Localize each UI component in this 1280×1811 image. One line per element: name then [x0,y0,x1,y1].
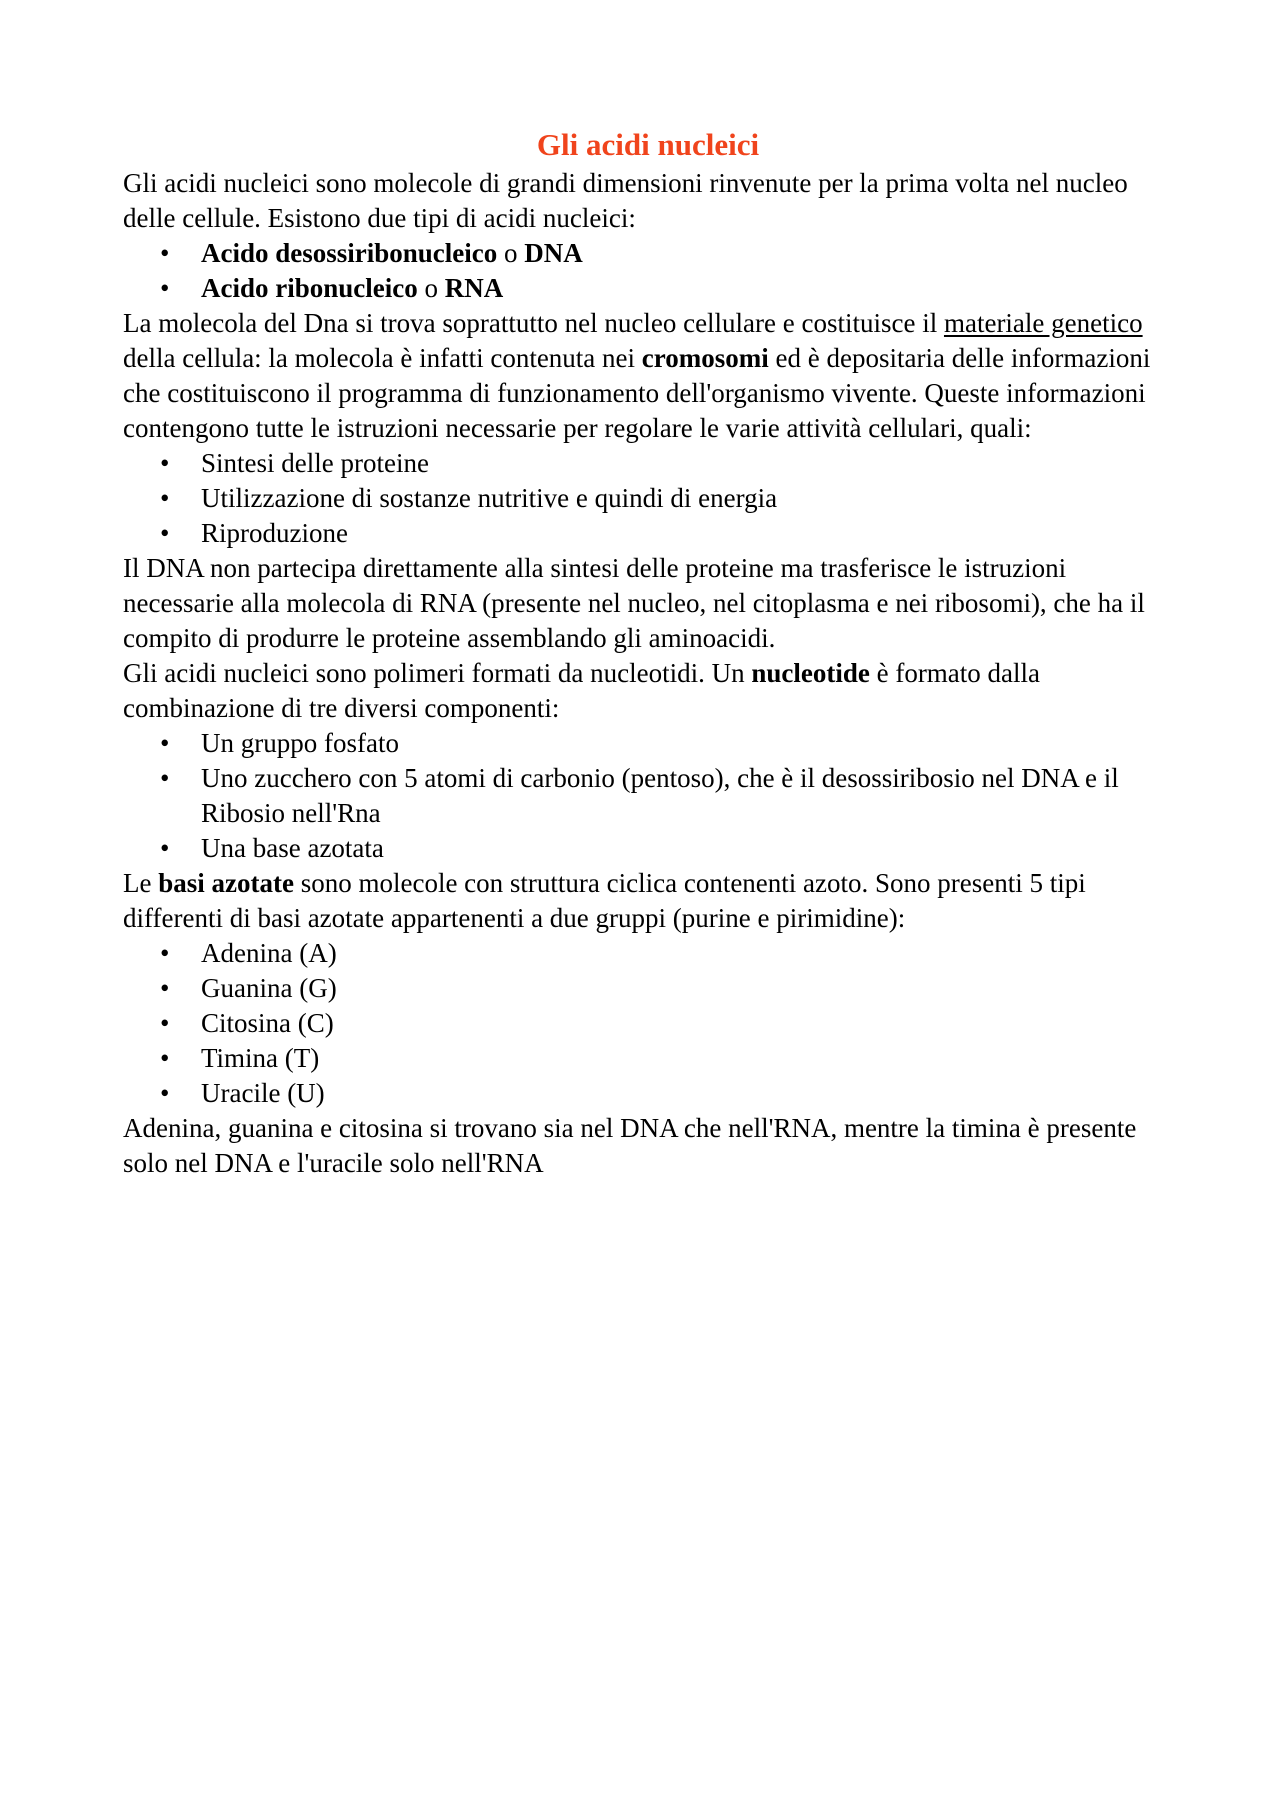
list-item [123,1041,1173,1076]
document-title: Gli acidi nucleici [536,127,760,162]
bold-term: cromosomi [641,343,769,373]
bullet-icon: • [160,483,170,513]
list-item-text: Uno zucchero con 5 atomi di carbonio (pentoso), che è il desossiribosio nel DNA e il Ribosio nell'Rna [201,763,1119,828]
list-item [123,481,1173,516]
bullet-icon: • [160,763,170,793]
document-page [123,120,1173,1181]
list-item [123,726,1173,761]
cell-activities-list [123,446,1173,551]
list-item [123,236,1173,271]
nitrogen-bases-list [123,936,1173,1111]
list-item-text: Utilizzazione di sostanze nutritive e quindi di energia [201,483,778,513]
list-item [123,271,1173,306]
list-item [123,971,1173,1006]
type-name: Acido ribonucleico [201,273,418,303]
list-item-text: Sintesi delle proteine [201,448,429,478]
type-separator: o [497,238,525,268]
list-item-text: Uracile (U) [201,1078,325,1108]
nucleic-acid-types-list [123,236,1173,306]
type-separator: o [417,273,445,303]
nucleotide-components-list [123,726,1173,866]
text-run: Gli acidi nucleici sono polimeri formati da nucleotidi. Un [123,658,752,688]
list-item [123,1006,1173,1041]
list-item-text: Guanina (G) [201,973,337,1003]
list-item-text: Riproduzione [201,518,348,548]
bullet-icon: • [160,833,170,863]
text-run: La molecola del Dna si trova soprattutto nel nucleo cellulare e costituisce il [123,308,944,338]
text-run: è formato dalla combinazione di tre diversi componenti: [123,658,1041,723]
text-run: ed è depositaria delle informazioni che costituiscono il programma di funzionamento dell'organismo vivente. Queste informazioni contengono tutte le istruzioni necessarie per regolare le varie attività cellulari, quali: [123,343,1151,443]
type-abbr: RNA [444,273,504,303]
list-item [123,446,1173,481]
list-item-text: Un gruppo fosfato [201,728,399,758]
paragraph-dna-rna: Il DNA non partecipa direttamente alla sintesi delle proteine ma trasferisce le istruzioni necessarie alla molecola di RNA (presente nel nucleo, nel citoplasma e nei ribosomi), che ha il compito di produrre le proteine assemblando gli aminoacidi. [123,553,1145,653]
type-name: Acido desossiribonucleico [201,238,498,268]
list-item [123,936,1173,971]
paragraph-nucleotide [123,656,1173,726]
type-abbr: DNA [524,238,583,268]
bullet-icon: • [160,273,170,303]
list-item [123,831,1173,866]
bullet-icon: • [160,1078,170,1108]
bullet-icon: • [160,728,170,758]
bullet-icon: • [160,1008,170,1038]
text-run: sono molecole con struttura ciclica contenenti azoto. Sono presenti 5 tipi differenti di basi azotate appartenenti a due gruppi (purine e pirimidine): [123,868,1086,933]
paragraph-base-distribution: Adenina, guanina e citosina si trovano sia nel DNA che nell'RNA, mentre la timina è presente solo nel DNA e l'uracile solo nell'RNA [123,1113,1137,1178]
list-item-text: Adenina (A) [201,938,337,968]
text-run: della cellula: la molecola è infatti contenuta nei [123,343,642,373]
paragraph-intro: Gli acidi nucleici sono molecole di grandi dimensioni rinvenute per la prima volta nel nucleo delle cellule. Esistono due tipi di acidi nucleici: [123,168,1128,233]
paragraph-nitrogen-bases [123,866,1173,936]
bullet-icon: • [160,1043,170,1073]
bold-term: nucleotide [751,658,870,688]
text-run: Le [123,868,159,898]
bullet-icon: • [160,448,170,478]
bullet-icon: • [160,238,170,268]
bullet-icon: • [160,938,170,968]
bullet-icon: • [160,973,170,1003]
list-item [123,761,1173,831]
bold-term: basi azotate [158,868,294,898]
list-item-text: Citosina (C) [201,1008,334,1038]
paragraph-dna-location [123,306,1173,446]
list-item-text: Una base azotata [201,833,384,863]
list-item [123,516,1173,551]
list-item-text: Timina (T) [201,1043,320,1073]
list-item [123,1076,1173,1111]
genetic-material-link[interactable]: materiale genetico [943,308,1143,338]
bullet-icon: • [160,518,170,548]
